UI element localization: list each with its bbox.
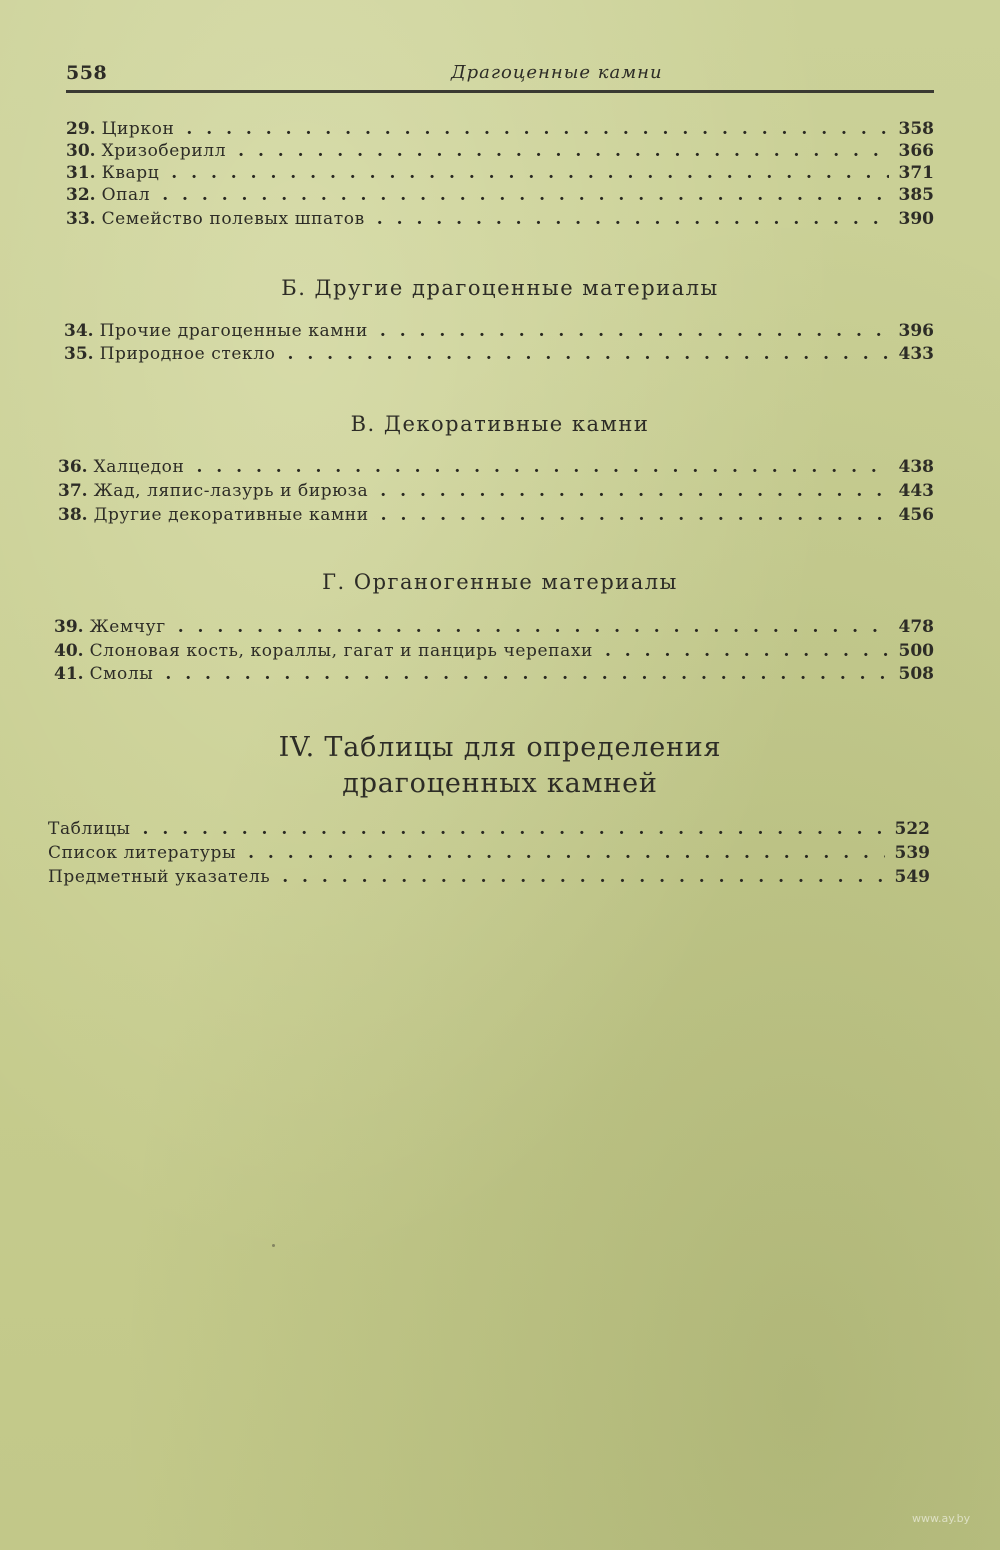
- toc-entry-31: [66, 162, 934, 184]
- header-rule: [66, 90, 934, 93]
- toc-entry-title: Природное стекло: [99, 344, 276, 364]
- toc-entry-page: 390: [898, 209, 934, 229]
- toc-entry-title: Опал: [101, 185, 151, 205]
- toc-entry-title: Циркон: [101, 119, 175, 139]
- running-title: Драгоценные камни: [451, 62, 663, 83]
- toc-entry-page: 443: [898, 481, 934, 501]
- dot-leader: [238, 140, 888, 162]
- dot-leader: [381, 504, 889, 526]
- toc-entry-34: [64, 320, 934, 342]
- toc-entry-page: 371: [898, 163, 934, 183]
- toc-entry-38: [58, 504, 934, 526]
- toc-entry-29: [66, 118, 934, 140]
- toc-entry-title: Смолы: [89, 664, 154, 684]
- site-watermark: www.ay.by: [912, 1512, 971, 1525]
- toc-entry-41: [54, 663, 934, 685]
- toc-entry-title: Предметный указатель: [48, 867, 271, 887]
- toc-entry-title: Халцедон: [93, 457, 185, 477]
- part-heading-iv: [0, 730, 1000, 802]
- toc-entry-title: Список литературы: [48, 843, 237, 863]
- toc-entry-title: Таблицы: [48, 819, 131, 839]
- toc-entry-35: [64, 343, 934, 365]
- toc-entry-title: Слоновая кость, кораллы, гагат и панцирь черепахи: [89, 641, 593, 661]
- toc-entry-bibliography: [48, 842, 930, 864]
- toc-entry-page: 438: [898, 457, 934, 477]
- dot-leader: [282, 866, 884, 888]
- toc-entry-page: 385: [898, 185, 934, 205]
- dot-leader: [605, 640, 889, 662]
- toc-entry-page: 539: [894, 843, 930, 863]
- toc-entry-number: 32.: [66, 185, 96, 205]
- toc-entry-number: 40.: [54, 641, 84, 661]
- dot-leader: [196, 456, 888, 478]
- dot-leader: [248, 842, 884, 864]
- toc-entry-page: 366: [898, 141, 934, 161]
- toc-entry-30: [66, 140, 934, 162]
- toc-entry-page: 549: [894, 867, 930, 887]
- toc-entry-number: 33.: [66, 209, 96, 229]
- page-number: 558: [66, 62, 108, 84]
- toc-entry-title: Хризоберилл: [101, 141, 227, 161]
- section-heading-v: В. Декоративные камни: [350, 412, 650, 436]
- toc-entry-title: Другие декоративные камни: [93, 505, 369, 525]
- toc-entry-title: Семейство полевых шпатов: [101, 209, 365, 229]
- toc-entry-32: [66, 184, 934, 206]
- toc-entry-title: Кварц: [101, 163, 160, 183]
- dot-leader: [287, 343, 888, 365]
- toc-entry-tables: [48, 818, 930, 840]
- part-heading-line-1: IV. Таблицы для определения: [278, 732, 722, 763]
- toc-entry-page: 478: [898, 617, 934, 637]
- toc-entry-number: 38.: [58, 505, 88, 525]
- part-heading-line-2: драгоценных камней: [342, 768, 658, 799]
- toc-entry-title: Жад, ляпис-лазурь и бирюза: [93, 481, 369, 501]
- dot-leader: [178, 616, 889, 638]
- toc-entry-39: [54, 616, 934, 638]
- toc-entry-page: 396: [898, 321, 934, 341]
- toc-entry-number: 41.: [54, 664, 84, 684]
- dot-leader: [171, 162, 888, 184]
- toc-entry-title: Жемчуг: [89, 617, 166, 637]
- toc-entry-number: 36.: [58, 457, 88, 477]
- toc-entry-40: [54, 640, 934, 662]
- section-heading-g: Г. Органогенные материалы: [322, 570, 678, 594]
- section-heading-b: Б. Другие драгоценные материалы: [281, 276, 719, 300]
- dot-leader: [380, 480, 888, 502]
- toc-entry-number: 29.: [66, 119, 96, 139]
- toc-entry-index: [48, 866, 930, 888]
- dot-leader: [186, 118, 888, 140]
- dot-leader: [162, 184, 888, 206]
- dot-leader: [165, 663, 888, 685]
- toc-entry-number: 35.: [64, 344, 94, 364]
- dot-leader: [377, 208, 889, 230]
- toc-entry-37: [58, 480, 934, 502]
- toc-entry-number: 31.: [66, 163, 96, 183]
- toc-entry-number: 34.: [64, 321, 94, 341]
- toc-entry-title: Прочие драгоценные камни: [99, 321, 368, 341]
- toc-entry-number: 39.: [54, 617, 84, 637]
- toc-entry-page: 358: [898, 119, 934, 139]
- toc-entry-page: 456: [898, 505, 934, 525]
- toc-entry-page: 500: [898, 641, 934, 661]
- toc-entry-page: 522: [894, 819, 930, 839]
- toc-entry-33: [66, 208, 934, 230]
- dot-leader: [380, 320, 889, 342]
- toc-entry-36: [58, 456, 934, 478]
- paper-speck: [272, 1244, 275, 1247]
- toc-entry-number: 37.: [58, 481, 88, 501]
- toc-entry-number: 30.: [66, 141, 96, 161]
- dot-leader: [143, 818, 885, 840]
- toc-entry-page: 508: [898, 664, 934, 684]
- running-head: [66, 62, 934, 88]
- toc-entry-page: 433: [898, 344, 934, 364]
